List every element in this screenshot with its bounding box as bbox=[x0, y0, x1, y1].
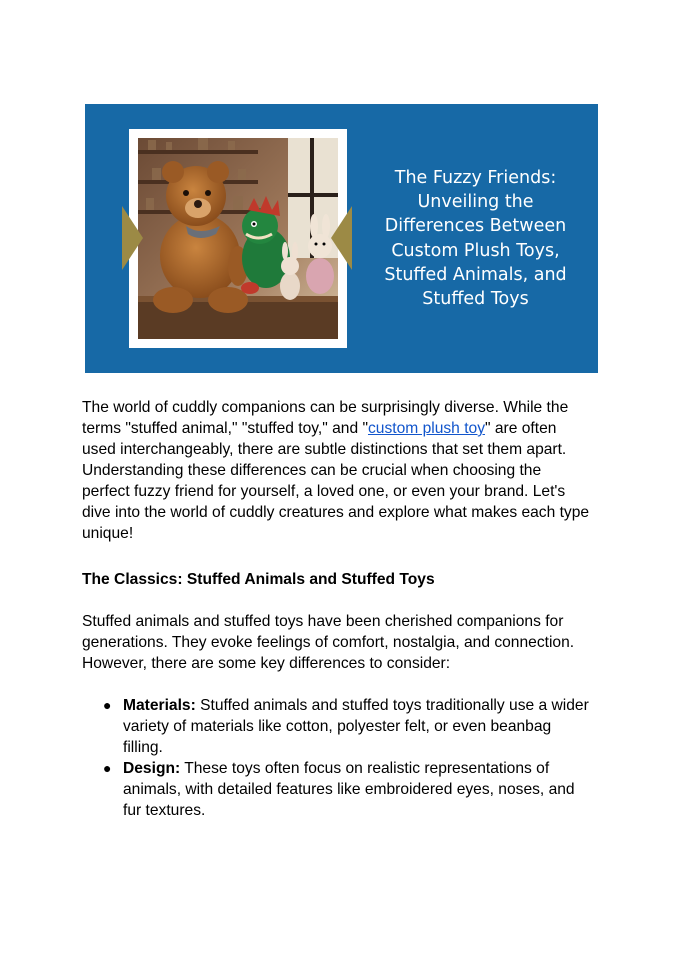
intro-paragraph bbox=[82, 397, 592, 544]
list-item bbox=[82, 758, 592, 821]
header-banner bbox=[85, 104, 598, 373]
differences-list bbox=[82, 695, 592, 821]
banner-title-line: The Fuzzy Friends: bbox=[394, 168, 557, 188]
banner-title bbox=[370, 166, 581, 311]
photo-frame bbox=[129, 129, 347, 348]
bullet-icon: ● bbox=[103, 760, 112, 776]
list-item bbox=[82, 695, 592, 758]
intro-text-2: " are often used interchangeably, there are subtle distinctions that set them apart. Understanding these differences can be crucial when choosing the perfect fuzzy friend for yourself, a loved one, or even your brand. Let's dive into the world of cuddly creatures and explore what makes each type unique! bbox=[82, 420, 590, 542]
banner-title-line: Unveiling the bbox=[417, 192, 534, 213]
intro-text-1: The world of cuddly companions can be surprisingly diverse. While the terms "stuffed animal," "stuffed toy," and " bbox=[82, 399, 569, 437]
plush-toys-photo bbox=[138, 138, 338, 339]
banner-title-line: Stuffed Animals, and bbox=[384, 264, 567, 285]
list-item-text: These toys often focus on realistic representations of animals, with detailed features like embroidered eyes, noses, and fur textures. bbox=[123, 760, 575, 819]
banner-title-line: Stuffed Toys bbox=[422, 289, 529, 310]
bullet-icon: ● bbox=[103, 697, 112, 713]
custom-plush-toy-link[interactable]: custom plush toy bbox=[367, 420, 485, 437]
banner-title-line: Custom Plush Toys, bbox=[391, 240, 560, 261]
article-body bbox=[82, 397, 592, 821]
plush-toys-illustration bbox=[138, 138, 338, 339]
section-heading: The Classics: Stuffed Animals and Stuffed Toys bbox=[82, 571, 435, 588]
section-paragraph: Stuffed animals and stuffed toys have been cherished companions for generations. They evoke feelings of comfort, nostalgia, and connection. However, there are some key differences to consider: bbox=[82, 613, 575, 672]
banner-title-line: Differences Between bbox=[384, 216, 567, 237]
list-item-label: Design: bbox=[123, 760, 181, 777]
list-item-text: Stuffed animals and stuffed toys traditionally use a wider variety of materials like cotton, polyester felt, or even beanbag filling. bbox=[123, 697, 589, 756]
list-item-label: Materials: bbox=[123, 697, 196, 714]
